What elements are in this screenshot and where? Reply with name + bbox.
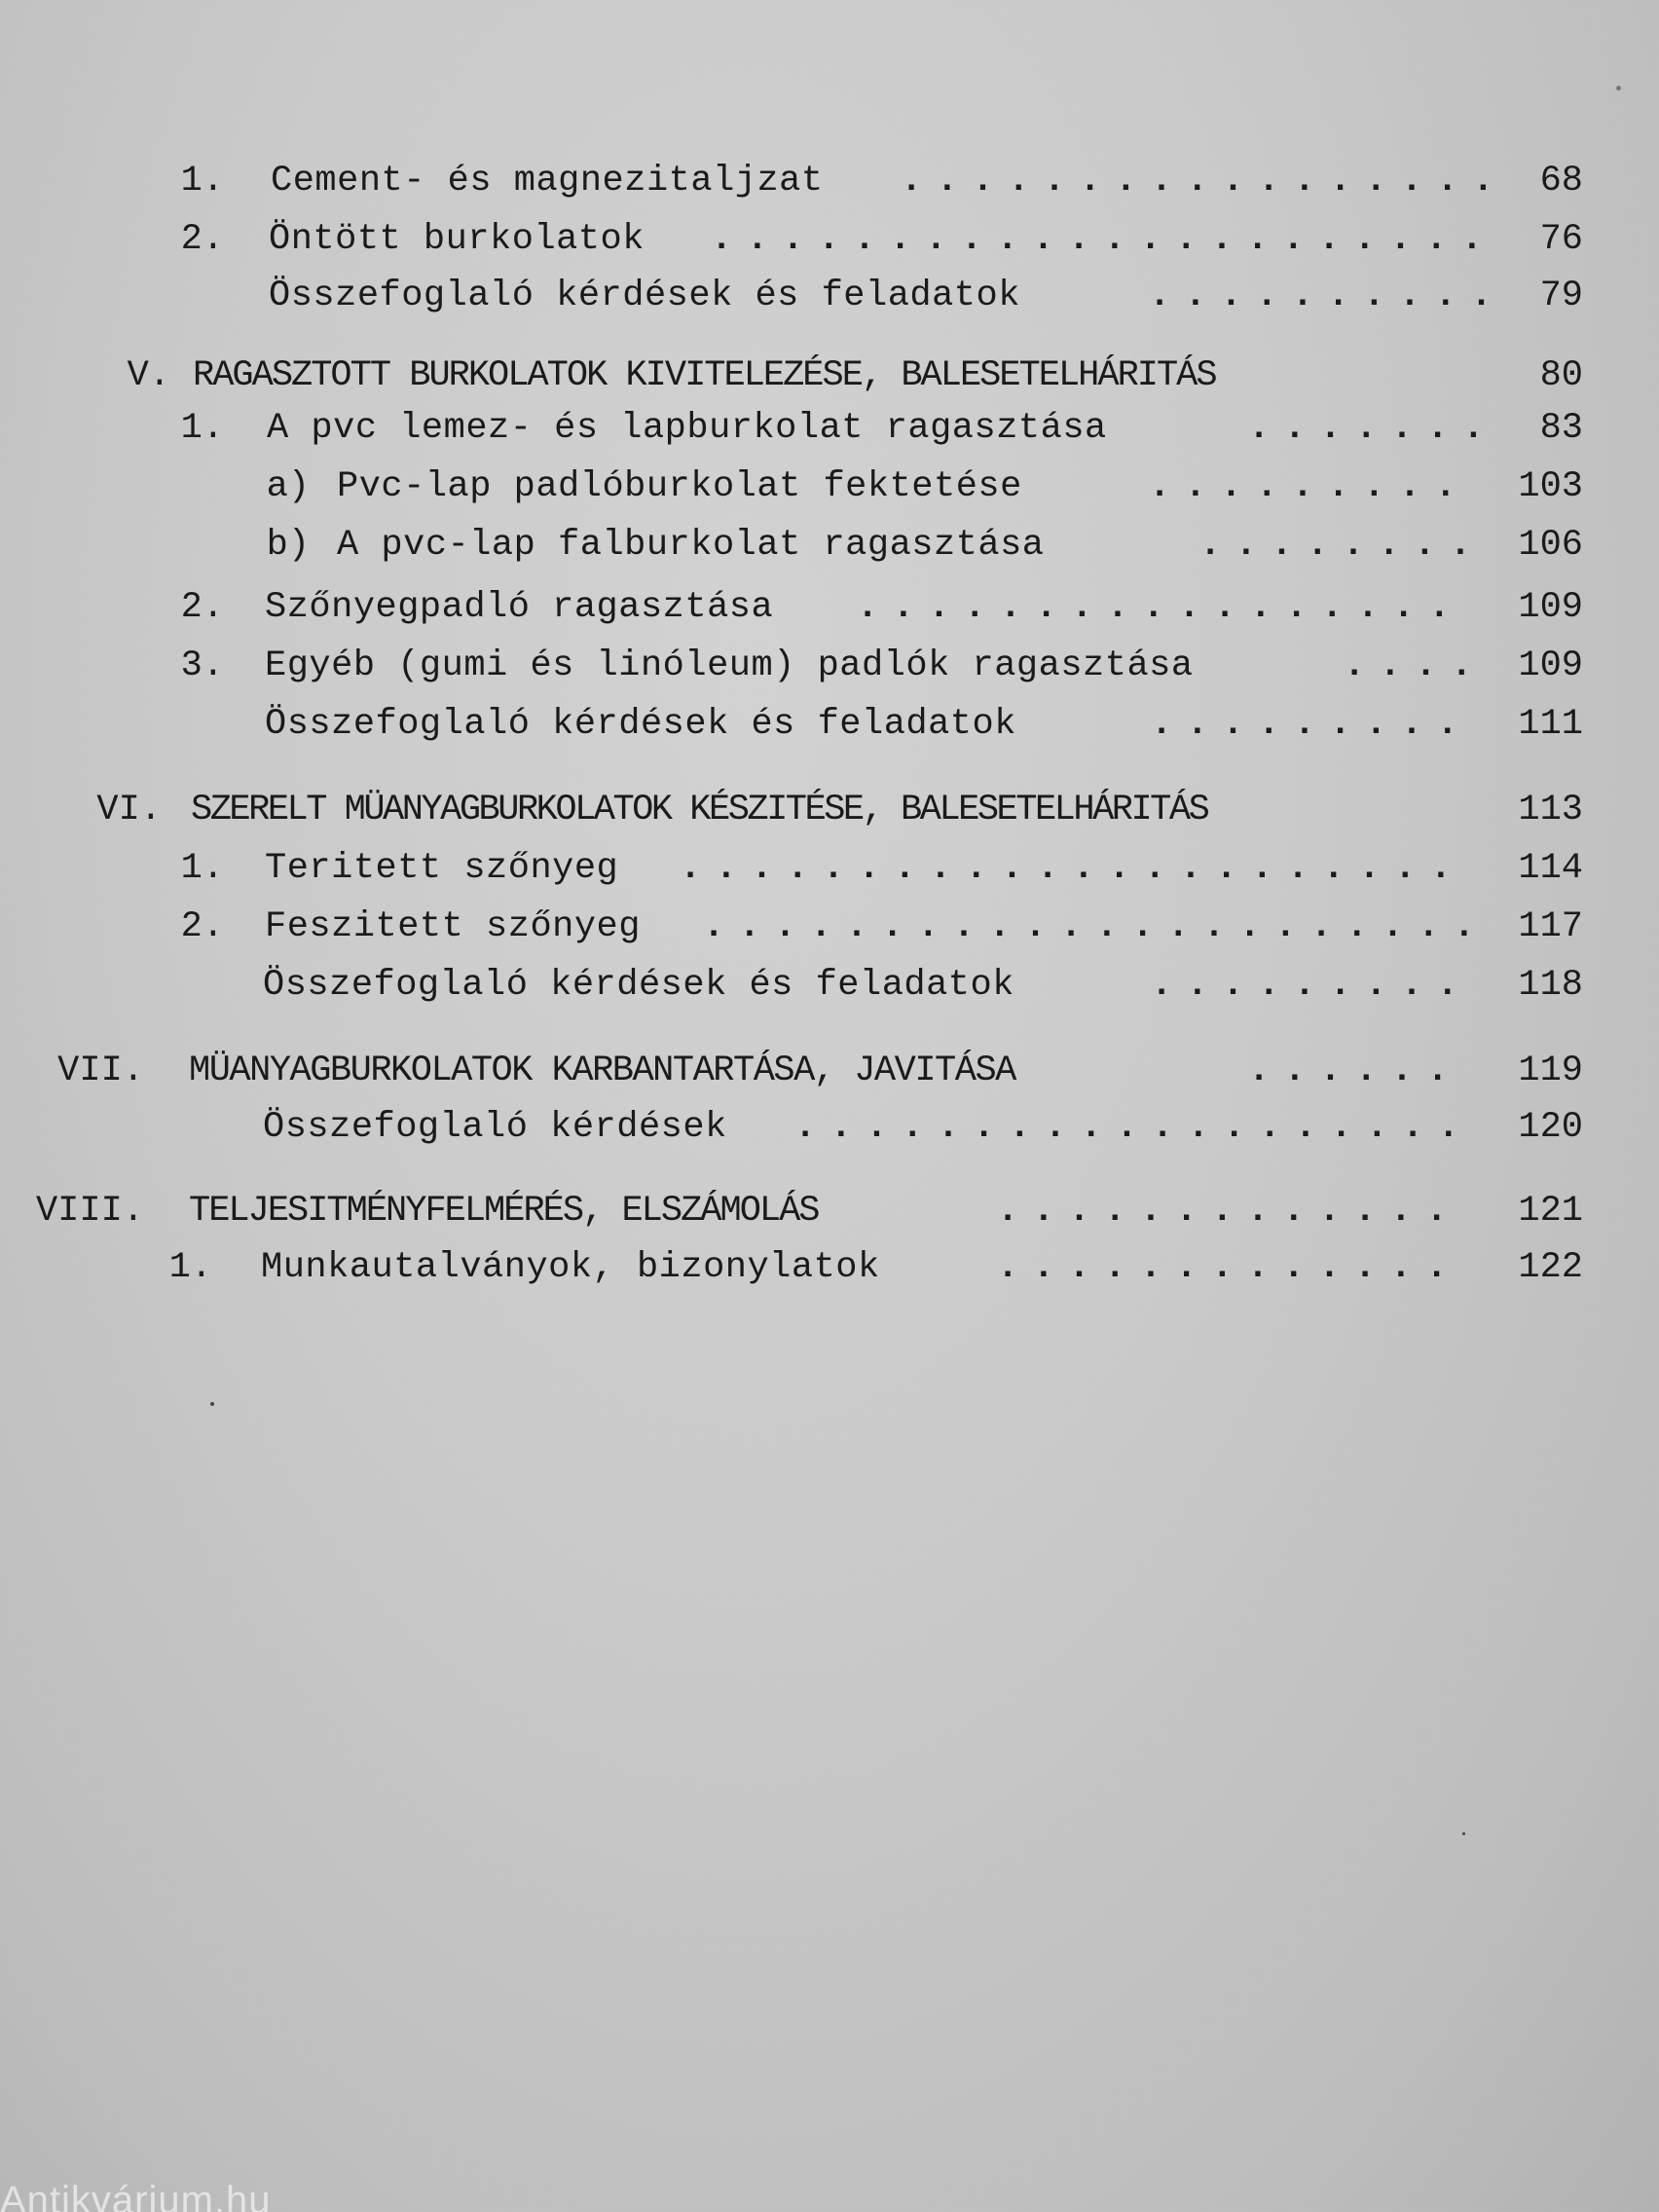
toc-chapter-number: VIII. <box>35 1191 144 1232</box>
dot-leader: ................. <box>857 587 1464 628</box>
toc-entry-title: Teritett szőnyeg <box>265 848 619 889</box>
toc-entry-title: Összefoglaló kérdések és feladatok <box>269 276 1020 316</box>
toc-chapter-number: VII. <box>57 1051 144 1091</box>
toc-entry-number: 2. <box>180 906 224 947</box>
toc-chapter-number: V. <box>127 355 170 396</box>
toc-entry-number: 3. <box>180 645 224 686</box>
dot-leader: ........ <box>1199 525 1486 566</box>
toc-entry-title: Összefoglaló kérdések és feladatok <box>265 704 1016 745</box>
toc-entry-title: Összefoglaló kérdések és feladatok <box>263 965 1014 1006</box>
watermark: Antikvárium.hu <box>0 2179 272 2212</box>
toc-entry-number: 1. <box>180 161 224 202</box>
paper-speck <box>1616 86 1621 91</box>
toc-entry <box>0 212 1659 267</box>
toc-entry <box>0 154 1659 208</box>
toc-entry-number: a) <box>266 466 310 507</box>
toc-entry-page: 109 <box>1518 645 1583 686</box>
toc-entry-page: 106 <box>1518 525 1583 566</box>
toc-entry-title: Szőnyegpadló ragasztása <box>265 587 774 628</box>
toc-entry-number: 1. <box>168 1247 212 1288</box>
paper-speck <box>210 1402 214 1406</box>
toc-entry-title: A pvc lemez- és lapburkolat ragasztása <box>267 408 1107 449</box>
dot-leader: ...................... <box>711 219 1497 260</box>
toc-entry <box>0 900 1659 954</box>
toc-entry-page: 111 <box>1518 704 1583 745</box>
toc-entry <box>0 460 1659 514</box>
toc-entry <box>0 580 1659 635</box>
toc-chapter-number: VI. <box>96 790 162 830</box>
toc-entry-page: 118 <box>1518 965 1583 1006</box>
dot-leader: .......... <box>1149 276 1507 316</box>
toc-entry-page: 103 <box>1518 466 1583 507</box>
toc-entry-title: Munkautalványok, bizonylatok <box>261 1247 880 1288</box>
toc-entry-page: 120 <box>1518 1107 1583 1148</box>
toc-entry-page: 68 <box>1539 161 1583 202</box>
paper-speck <box>1462 1832 1465 1835</box>
dot-leader: ...................... <box>703 906 1490 947</box>
dot-leader: ......... <box>1151 965 1473 1006</box>
toc-entry-title: Cement- és magnezitaljzat <box>271 161 824 202</box>
dot-leader: ...... <box>1248 1051 1463 1091</box>
toc-chapter <box>0 1044 1659 1098</box>
toc-entry-page: 117 <box>1518 906 1583 947</box>
toc-entry <box>0 958 1659 1013</box>
toc-entry-page: 76 <box>1539 219 1583 260</box>
toc-entry-title: Pvc-lap padlóburkolat fektetése <box>337 466 1022 507</box>
toc-entry-title: Egyéb (gumi és linóleum) padlók ragasztása <box>265 645 1194 686</box>
toc-entry-page: 80 <box>1539 355 1583 396</box>
toc-entry-page: 122 <box>1518 1247 1583 1288</box>
toc-entry-page: 79 <box>1539 276 1583 316</box>
toc-entry-page: 83 <box>1539 408 1583 449</box>
toc-entry-number: 2. <box>180 587 224 628</box>
toc-entry-number: 2. <box>180 219 224 260</box>
toc-entry-number: 1. <box>180 848 224 889</box>
toc-chapter-title: RAGASZTOTT BURKOLATOK KIVITELEZÉSE, BALESETELHÁRITÁS <box>193 355 1216 396</box>
toc-entry <box>0 639 1659 693</box>
toc-entry-page: 113 <box>1518 790 1583 830</box>
toc-entry <box>0 1100 1659 1155</box>
toc-entry <box>0 1240 1659 1295</box>
dot-leader: ................. <box>901 161 1508 202</box>
toc-entry-number: b) <box>266 525 310 566</box>
toc-chapter <box>0 349 1659 403</box>
toc-chapter-title: TELJESITMÉNYFELMÉRÉS, ELSZÁMOLÁS <box>189 1191 819 1232</box>
toc-entry <box>0 269 1659 323</box>
toc-entry-title: Összefoglaló kérdések <box>263 1107 727 1148</box>
toc-chapter <box>0 1184 1659 1238</box>
toc-chapter-title: SZERELT MÜANYAGBURKOLATOK KÉSZITÉSE, BALESETELHÁRITÁS <box>191 790 1208 830</box>
dot-leader: ................... <box>794 1107 1474 1148</box>
toc-entry-title: A pvc-lap falburkolat ragasztása <box>337 525 1045 566</box>
toc-chapter <box>0 783 1659 837</box>
toc-entry-page: 114 <box>1518 848 1583 889</box>
dot-leader: ............. <box>997 1247 1462 1288</box>
toc-entry <box>0 401 1659 456</box>
dot-leader: ......... <box>1151 704 1473 745</box>
dot-leader: ......... <box>1149 466 1471 507</box>
toc-entry-page: 109 <box>1518 587 1583 628</box>
dot-leader: ............. <box>997 1191 1462 1232</box>
toc-entry-number: 1. <box>180 408 224 449</box>
dot-leader: ...................... <box>680 848 1466 889</box>
dot-leader: .... <box>1344 645 1487 686</box>
toc-entry <box>0 518 1659 572</box>
toc-chapter-title: MÜANYAGBURKOLATOK KARBANTARTÁSA, JAVITÁSA <box>189 1051 1015 1091</box>
toc-entry-page: 121 <box>1518 1191 1583 1232</box>
dot-leader: ....... <box>1248 408 1498 449</box>
toc-entry-title: Feszitett szőnyeg <box>265 906 641 947</box>
toc-entry-title: Öntött burkolatok <box>269 219 645 260</box>
toc-entry-page: 119 <box>1518 1051 1583 1091</box>
toc-entry <box>0 697 1659 752</box>
toc-entry <box>0 841 1659 896</box>
